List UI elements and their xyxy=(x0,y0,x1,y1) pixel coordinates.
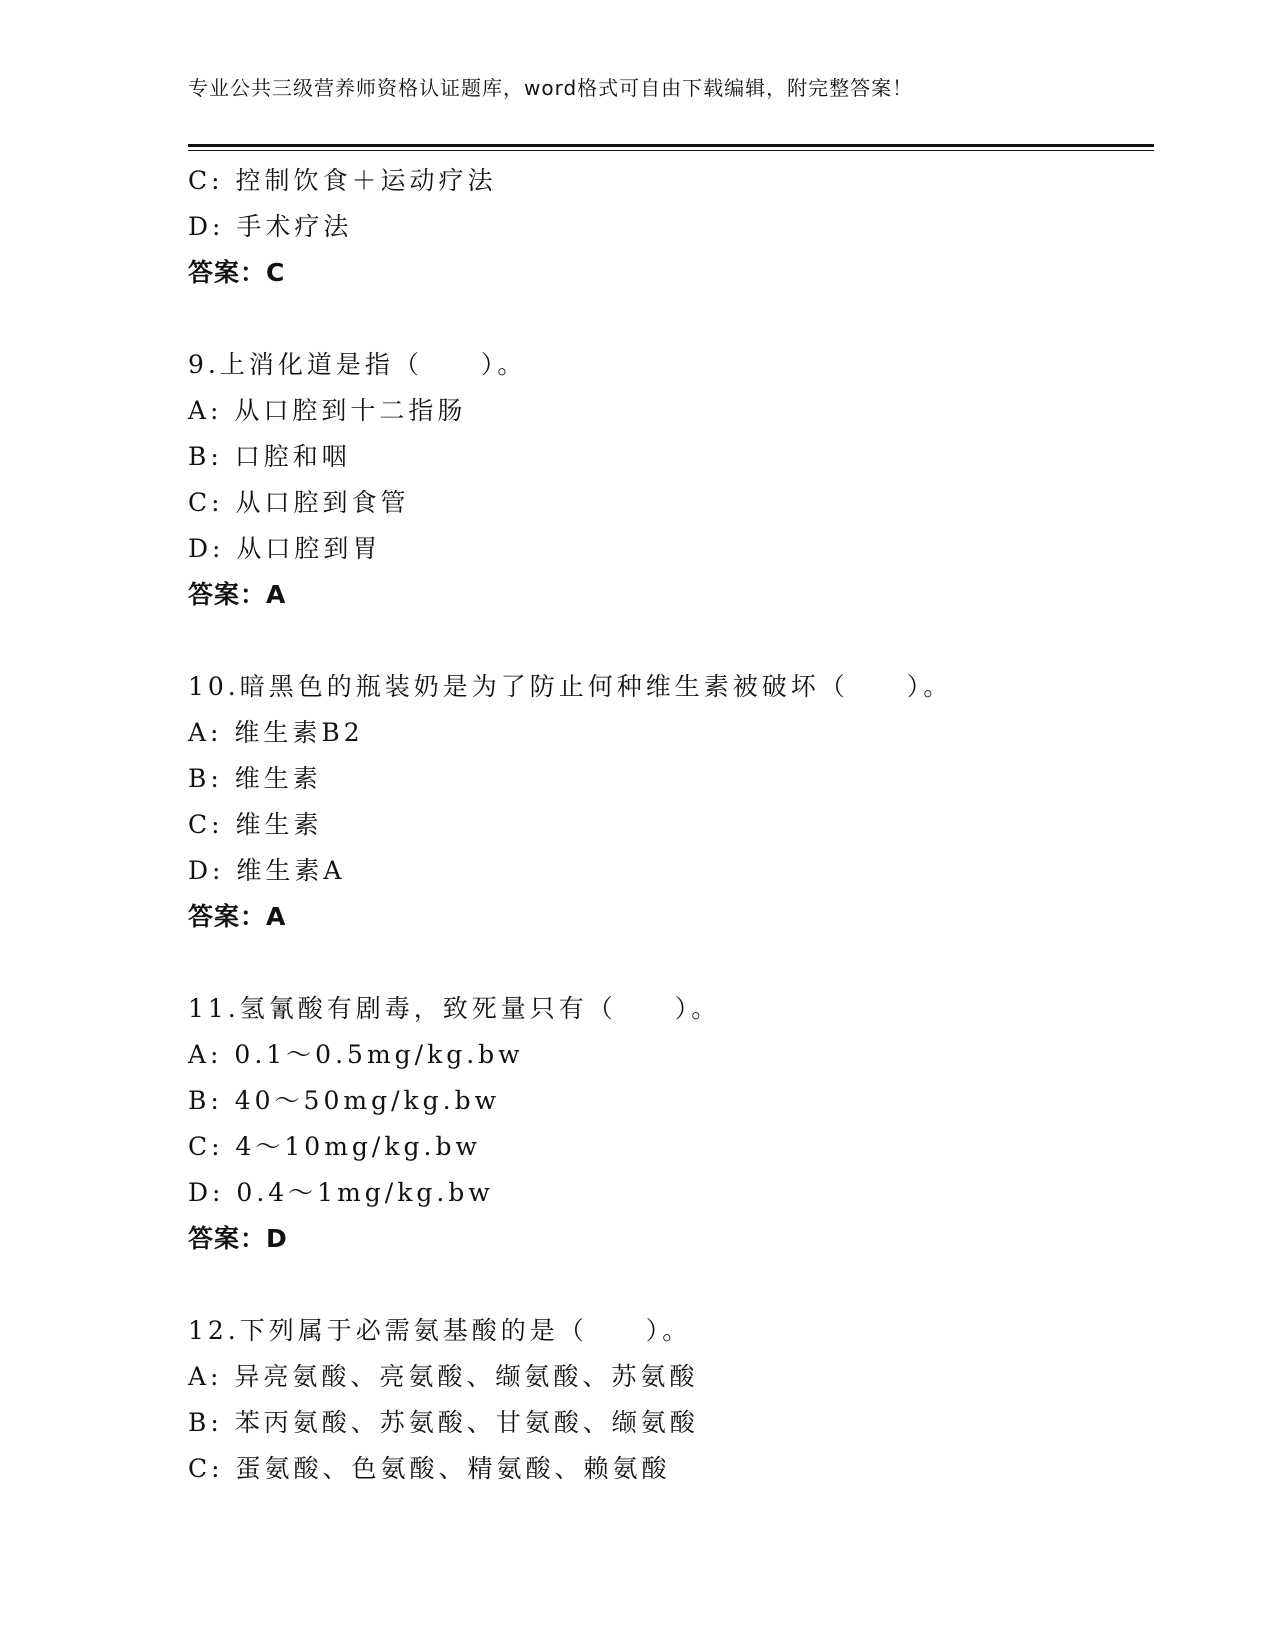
spacer xyxy=(188,1262,1148,1308)
question-list xyxy=(188,158,1148,1492)
option-c: C: 控制饮食＋运动疗法 xyxy=(188,166,497,195)
question-11 xyxy=(188,986,1148,1262)
option-c: C: 维生素 xyxy=(188,810,323,839)
answer-line: 答案：C xyxy=(188,258,286,287)
option-c: C: 从口腔到食管 xyxy=(188,488,410,517)
answer-line: 答案：A xyxy=(188,902,287,931)
spacer xyxy=(188,296,1148,342)
option-a: A: 0.1～0.5mg/kg.bw xyxy=(188,1040,524,1069)
question-stem: 10.暗黑色的瓶装奶是为了防止何种维生素被破坏（ ）。 xyxy=(188,672,953,701)
header-rule-thin xyxy=(188,150,1154,151)
option-a: A: 异亮氨酸、亮氨酸、缬氨酸、苏氨酸 xyxy=(188,1362,699,1391)
question-10 xyxy=(188,664,1148,940)
option-a: A: 维生素B2 xyxy=(188,718,364,747)
page-header: 专业公共三级营养师资格认证题库，word格式可自由下载编辑，附完整答案！ xyxy=(188,76,914,100)
option-d: D: 从口腔到胃 xyxy=(188,534,382,563)
question-stem: 9.上消化道是指（ ）。 xyxy=(188,350,527,379)
spacer xyxy=(188,940,1148,986)
option-a: A: 从口腔到十二指肠 xyxy=(188,396,467,425)
option-d: D: 0.4～1mg/kg.bw xyxy=(188,1178,494,1207)
question-stem: 11.氢氰酸有剧毒，致死量只有（ ）。 xyxy=(188,994,721,1023)
partial-question xyxy=(188,158,1148,296)
option-b: B: 苯丙氨酸、苏氨酸、甘氨酸、缬氨酸 xyxy=(188,1408,699,1437)
option-c: C: 蛋氨酸、色氨酸、精氨酸、赖氨酸 xyxy=(188,1454,671,1483)
option-b: B: 40～50mg/kg.bw xyxy=(188,1086,500,1115)
answer-line: 答案：D xyxy=(188,1224,288,1253)
question-stem: 12.下列属于必需氨基酸的是（ ）。 xyxy=(188,1316,692,1345)
option-c: C: 4～10mg/kg.bw xyxy=(188,1132,481,1161)
question-9 xyxy=(188,342,1148,618)
option-b: B: 口腔和咽 xyxy=(188,442,351,471)
spacer xyxy=(188,618,1148,664)
option-d: D: 手术疗法 xyxy=(188,212,353,241)
option-b: B: 维生素 xyxy=(188,764,322,793)
question-12 xyxy=(188,1308,1148,1492)
option-d: D: 维生素A xyxy=(188,856,346,885)
answer-line: 答案：A xyxy=(188,580,287,609)
header-rule-thick xyxy=(188,144,1154,147)
